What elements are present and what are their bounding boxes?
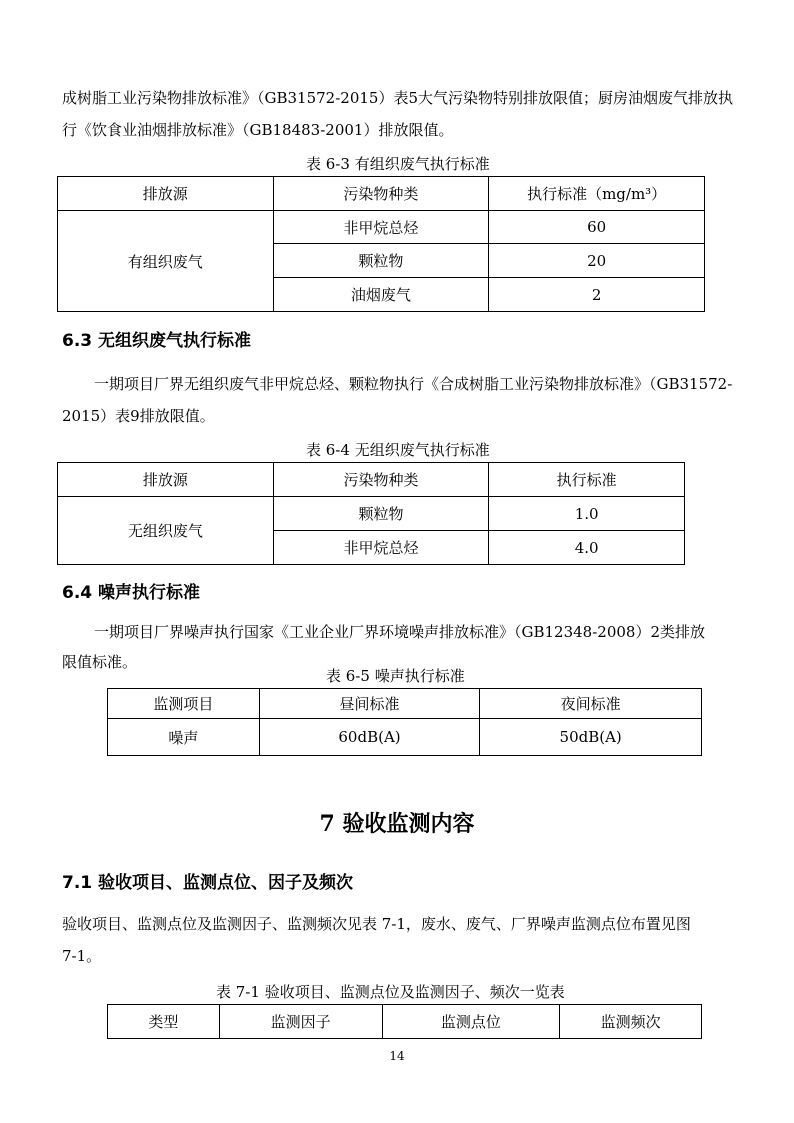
table-header-cell: 污染物种类 — [273, 463, 489, 497]
table-cell: 噪声 — [108, 719, 260, 756]
table-cell: 油烟废气 — [273, 278, 489, 312]
table-caption: 表 6-3 有组织废气执行标准 — [306, 155, 490, 173]
table-row — [58, 497, 685, 531]
table-row — [58, 211, 705, 244]
table-header-cell: 排放源 — [58, 177, 274, 211]
table-header-cell: 昼间标准 — [259, 689, 480, 719]
table-cell: 4.0 — [489, 531, 685, 565]
table-header-row — [58, 463, 685, 497]
page-number: 14 — [389, 1049, 405, 1063]
paragraph-line: 7-1。 — [62, 947, 102, 965]
table-source-cell: 有组织废气 — [58, 211, 274, 312]
paragraph-line: 2015）表9排放限值。 — [62, 407, 215, 425]
noise-standard-table — [107, 688, 702, 756]
table-caption: 表 6-5 噪声执行标准 — [326, 667, 465, 685]
table-cell: 60dB(A) — [259, 719, 480, 756]
paragraph-line: 限值标准。 — [62, 653, 138, 671]
table-caption: 表 6-4 无组织废气执行标准 — [306, 441, 490, 459]
chapter-heading: 7 验收监测内容 — [319, 811, 475, 837]
table-cell: 颗粒物 — [273, 497, 489, 531]
table-header-cell: 夜间标准 — [480, 689, 702, 719]
unorganized-emission-table — [57, 462, 685, 565]
section-heading: 6.3 无组织废气执行标准 — [62, 331, 252, 351]
table-header-row — [108, 689, 702, 719]
table-header-cell: 排放源 — [58, 463, 274, 497]
table-cell: 1.0 — [489, 497, 685, 531]
table-row — [108, 719, 702, 756]
organized-emission-table — [57, 176, 705, 312]
paragraph-line: 成树脂工业污染物排放标准》（GB31572-2015）表5大气污染物特别排放限值；厨房油烟废气排放执 — [62, 89, 734, 107]
table-header-cell: 监测点位 — [382, 1005, 560, 1039]
paragraph-line: 行《饮食业油烟排放标准》（GB18483-2001）排放限值。 — [62, 121, 454, 139]
table-source-cell: 无组织废气 — [58, 497, 274, 565]
table-cell: 20 — [489, 244, 705, 278]
table-cell: 2 — [489, 278, 705, 312]
table-header-cell: 监测频次 — [560, 1005, 702, 1039]
table-header-cell: 监测因子 — [219, 1005, 382, 1039]
table-cell: 50dB(A) — [480, 719, 702, 756]
paragraph-line: 一期项目厂界噪声执行国家《工业企业厂界环境噪声排放标准》（GB12348-2008）2类排放 — [94, 623, 706, 641]
table-cell: 颗粒物 — [273, 244, 489, 278]
table-header-cell: 类型 — [108, 1005, 220, 1039]
table-header-cell: 执行标准 — [489, 463, 685, 497]
table-cell: 非甲烷总烃 — [273, 211, 489, 244]
table-header-row — [108, 1005, 702, 1039]
table-cell: 60 — [489, 211, 705, 244]
section-heading: 6.4 噪声执行标准 — [62, 583, 201, 603]
paragraph-line: 验收项目、监测点位及监测因子、监测频次见表 7-1，废水、废气、厂界噪声监测点位布置见图 — [62, 915, 691, 933]
acceptance-items-table — [107, 1004, 702, 1039]
section-heading: 7.1 验收项目、监测点位、因子及频次 — [62, 873, 354, 893]
table-caption: 表 7-1 验收项目、监测点位及监测因子、频次一览表 — [216, 983, 565, 1001]
table-header-cell: 污染物种类 — [273, 177, 489, 211]
table-header-row — [58, 177, 705, 211]
table-header-cell: 执行标准（mg/m³） — [489, 177, 705, 211]
table-cell: 非甲烷总烃 — [273, 531, 489, 565]
table-header-cell: 监测项目 — [108, 689, 260, 719]
paragraph-line: 一期项目厂界无组织废气非甲烷总烃、颗粒物执行《合成树脂工业污染物排放标准》（GB31572- — [94, 375, 733, 393]
